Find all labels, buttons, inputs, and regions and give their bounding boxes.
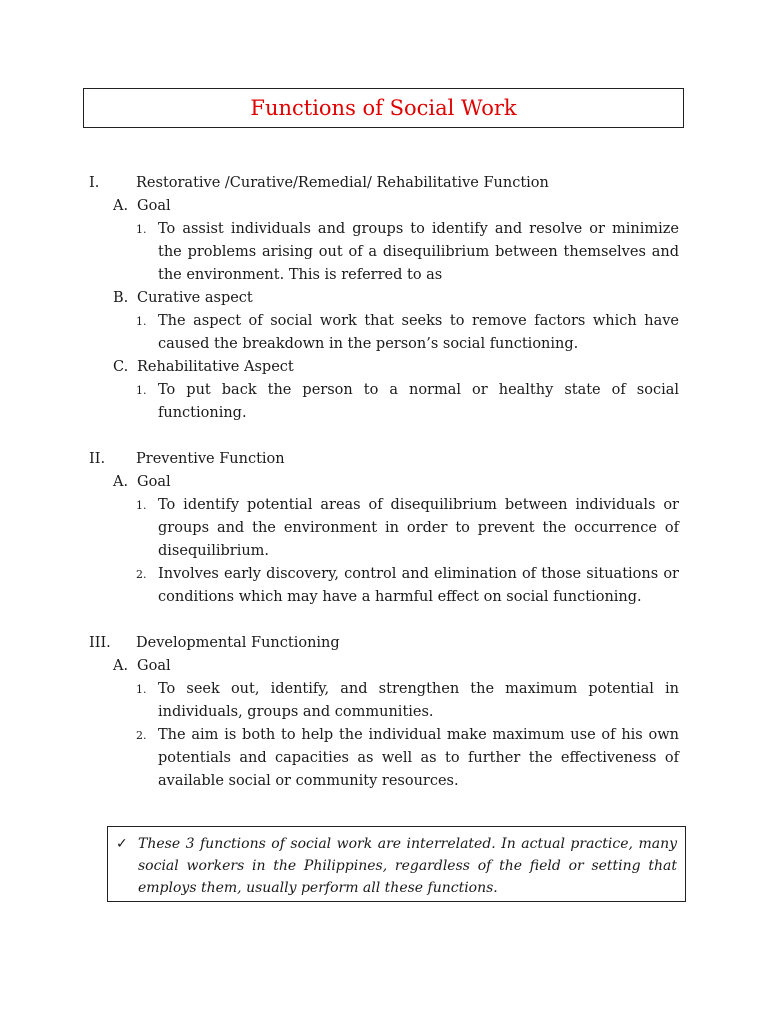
item-text: To identify potential areas of disequilibrium between individuals or groups and the environment in order to prevent the occurrence of disequilibrium. (158, 497, 679, 559)
subsection-heading (113, 356, 679, 379)
page-title: Functions of Social Work (250, 96, 517, 120)
subsection-letter: C. (113, 359, 129, 375)
subsection-label: Rehabilitative Aspect (137, 359, 294, 375)
title-box (83, 88, 684, 128)
item-text: To seek out, identify, and strengthen the maximum potential in individuals, groups and communities. (158, 681, 679, 720)
list-item (136, 563, 679, 609)
subsection-label: Goal (137, 198, 171, 214)
section-title: Restorative /Curative/Remedial/ Rehabilitative Function (136, 175, 549, 191)
item-number: 1. (136, 384, 147, 397)
item-number: 2. (136, 568, 147, 581)
section-title: Developmental Functioning (136, 635, 340, 651)
list-item (136, 494, 679, 563)
section-heading (89, 172, 679, 195)
item-text: To assist individuals and groups to identify and resolve or minimize the problems arising out of a disequilibrium between themselves and the environment. This is referred to as (158, 221, 679, 283)
subsection-letter: A. (113, 198, 129, 214)
subsection-letter: A. (113, 658, 129, 674)
item-text: The aim is both to help the individual make maximum use of his own potentials and capacities as well as to further the effectiveness of available social or community resources. (158, 727, 679, 789)
item-text: To put back the person to a normal or healthy state of social functioning. (158, 382, 679, 421)
section-title: Preventive Function (136, 451, 285, 467)
note-text: These 3 functions of social work are interrelated. In actual practice, many social workers in the Philippines, regardless of the field or setting that employs them, usually perform all these functions. (138, 836, 677, 896)
item-text: Involves early discovery, control and elimination of those situations or conditions which may have a harmful effect on social functioning. (158, 566, 679, 605)
section-numeral: II. (89, 451, 106, 467)
section-heading (89, 632, 679, 655)
item-number: 1. (136, 683, 147, 696)
subsection-letter: B. (113, 290, 129, 306)
list-item (136, 310, 679, 356)
document-body (89, 172, 679, 816)
note-box (107, 826, 686, 902)
section-numeral: III. (89, 635, 111, 651)
list-item (136, 379, 679, 425)
subsection-heading (113, 655, 679, 678)
section-restorative (89, 172, 679, 425)
item-number: 2. (136, 729, 147, 742)
subsection-heading (113, 195, 679, 218)
subsection-heading (113, 471, 679, 494)
subsection-label: Goal (137, 658, 171, 674)
section-developmental (89, 632, 679, 793)
section-numeral: I. (89, 175, 100, 191)
subsection-label: Curative aspect (137, 290, 253, 306)
item-text: The aspect of social work that seeks to remove factors which have caused the breakdown in the person’s social functioning. (158, 313, 679, 352)
item-number: 1. (136, 499, 147, 512)
item-number: 1. (136, 315, 147, 328)
list-item (136, 218, 679, 287)
list-item (136, 678, 679, 724)
section-preventive (89, 448, 679, 609)
subsection-letter: A. (113, 474, 129, 490)
check-icon: ✓ (116, 836, 128, 852)
list-item (136, 724, 679, 793)
item-number: 1. (136, 223, 147, 236)
section-heading (89, 448, 679, 471)
subsection-heading (113, 287, 679, 310)
subsection-label: Goal (137, 474, 171, 490)
